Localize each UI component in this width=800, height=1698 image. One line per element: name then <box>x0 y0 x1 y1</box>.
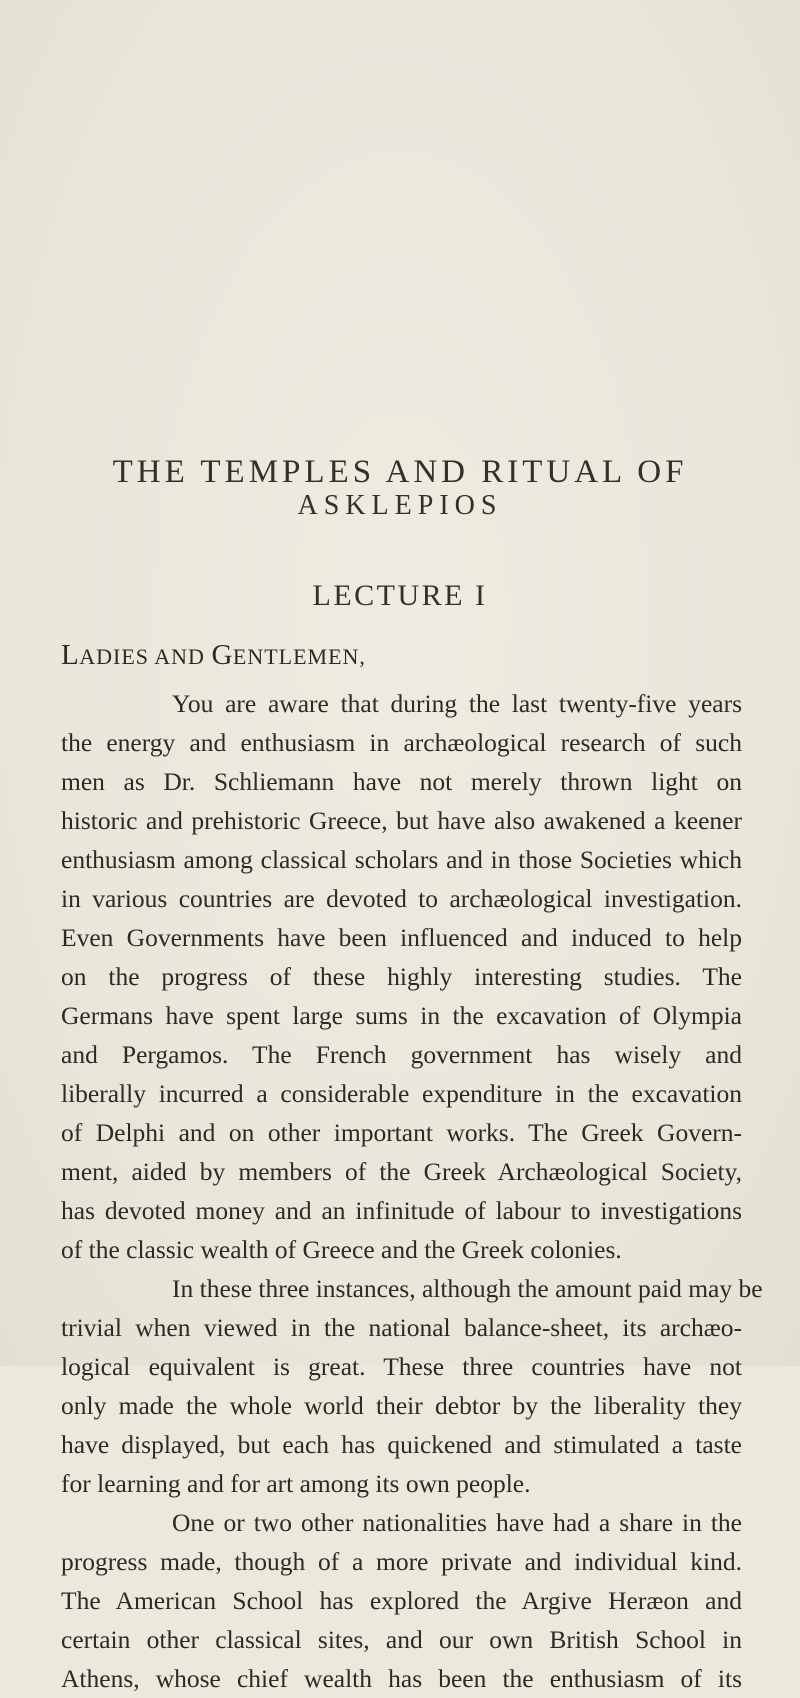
text-line: You are aware that during the last twenty-five years <box>172 689 742 718</box>
body-text <box>61 684 763 1698</box>
text-line: for learning and for art among its own people. <box>61 1469 531 1498</box>
text-line: in various countries are devoted to archæological investigation. <box>61 884 742 913</box>
title-line-2: ASKLEPIOS <box>297 490 503 521</box>
text-line: of Delphi and on other important works. The Greek Govern- <box>61 1118 742 1147</box>
salutation <box>61 639 366 672</box>
text-line: Germans have spent large sums in the excavation of Olympia <box>61 1001 742 1030</box>
text-line: trivial when viewed in the national balance-sheet, its archæo- <box>61 1313 742 1342</box>
text-line: progress made, though of a more private and individual kind. <box>61 1547 742 1576</box>
salutation-initial-2: G <box>211 639 233 671</box>
text-line: has devoted money and an infinitude of labour to investigations <box>61 1196 742 1225</box>
text-line: on the progress of these highly interesting studies. The <box>61 962 742 991</box>
text-line: liberally incurred a considerable expenditure in the excavation <box>61 1079 742 1108</box>
text-line: historic and prehistoric Greece, but have also awakened a keener <box>61 806 742 835</box>
text-line: Even Governments have been influenced and induced to help <box>61 923 742 952</box>
salutation-rest-1: ADIES AND <box>79 644 212 669</box>
text-line: the energy and enthusiasm in archæological research of such <box>61 728 742 757</box>
text-line: logical equivalent is great. These three countries have not <box>61 1352 742 1381</box>
text-line: enthusiasm among classical scholars and in those Societies which <box>61 845 742 874</box>
text-line: have displayed, but each has quickened and stimulated a taste <box>61 1430 742 1459</box>
salutation-rest-2: ENTLEMEN, <box>232 644 366 669</box>
text-line: and Pergamos. The French government has wisely and <box>61 1040 742 1069</box>
text-line: of the classic wealth of Greece and the Greek colonies. <box>61 1235 622 1264</box>
title-line-1: THE TEMPLES AND RITUAL OF <box>112 454 688 490</box>
lecture-heading: LECTURE I <box>312 579 488 612</box>
text-line: men as Dr. Schliemann have not merely thrown light on <box>61 767 742 796</box>
text-line: The American School has explored the Argive Heræon and <box>61 1586 742 1615</box>
text-line: One or two other nationalities have had a share in the <box>172 1508 742 1537</box>
text-line: Athens, whose chief wealth has been the enthusiasm of its <box>61 1664 742 1693</box>
text-line: In these three instances, although the amount paid may be <box>172 1274 763 1303</box>
text-line: only made the whole world their debtor by the liberality they <box>61 1391 742 1420</box>
salutation-initial-1: L <box>61 639 80 671</box>
text-line: certain other classical sites, and our own British School in <box>61 1625 742 1654</box>
text-line: ment, aided by members of the Greek Archæological Society, <box>61 1157 742 1186</box>
